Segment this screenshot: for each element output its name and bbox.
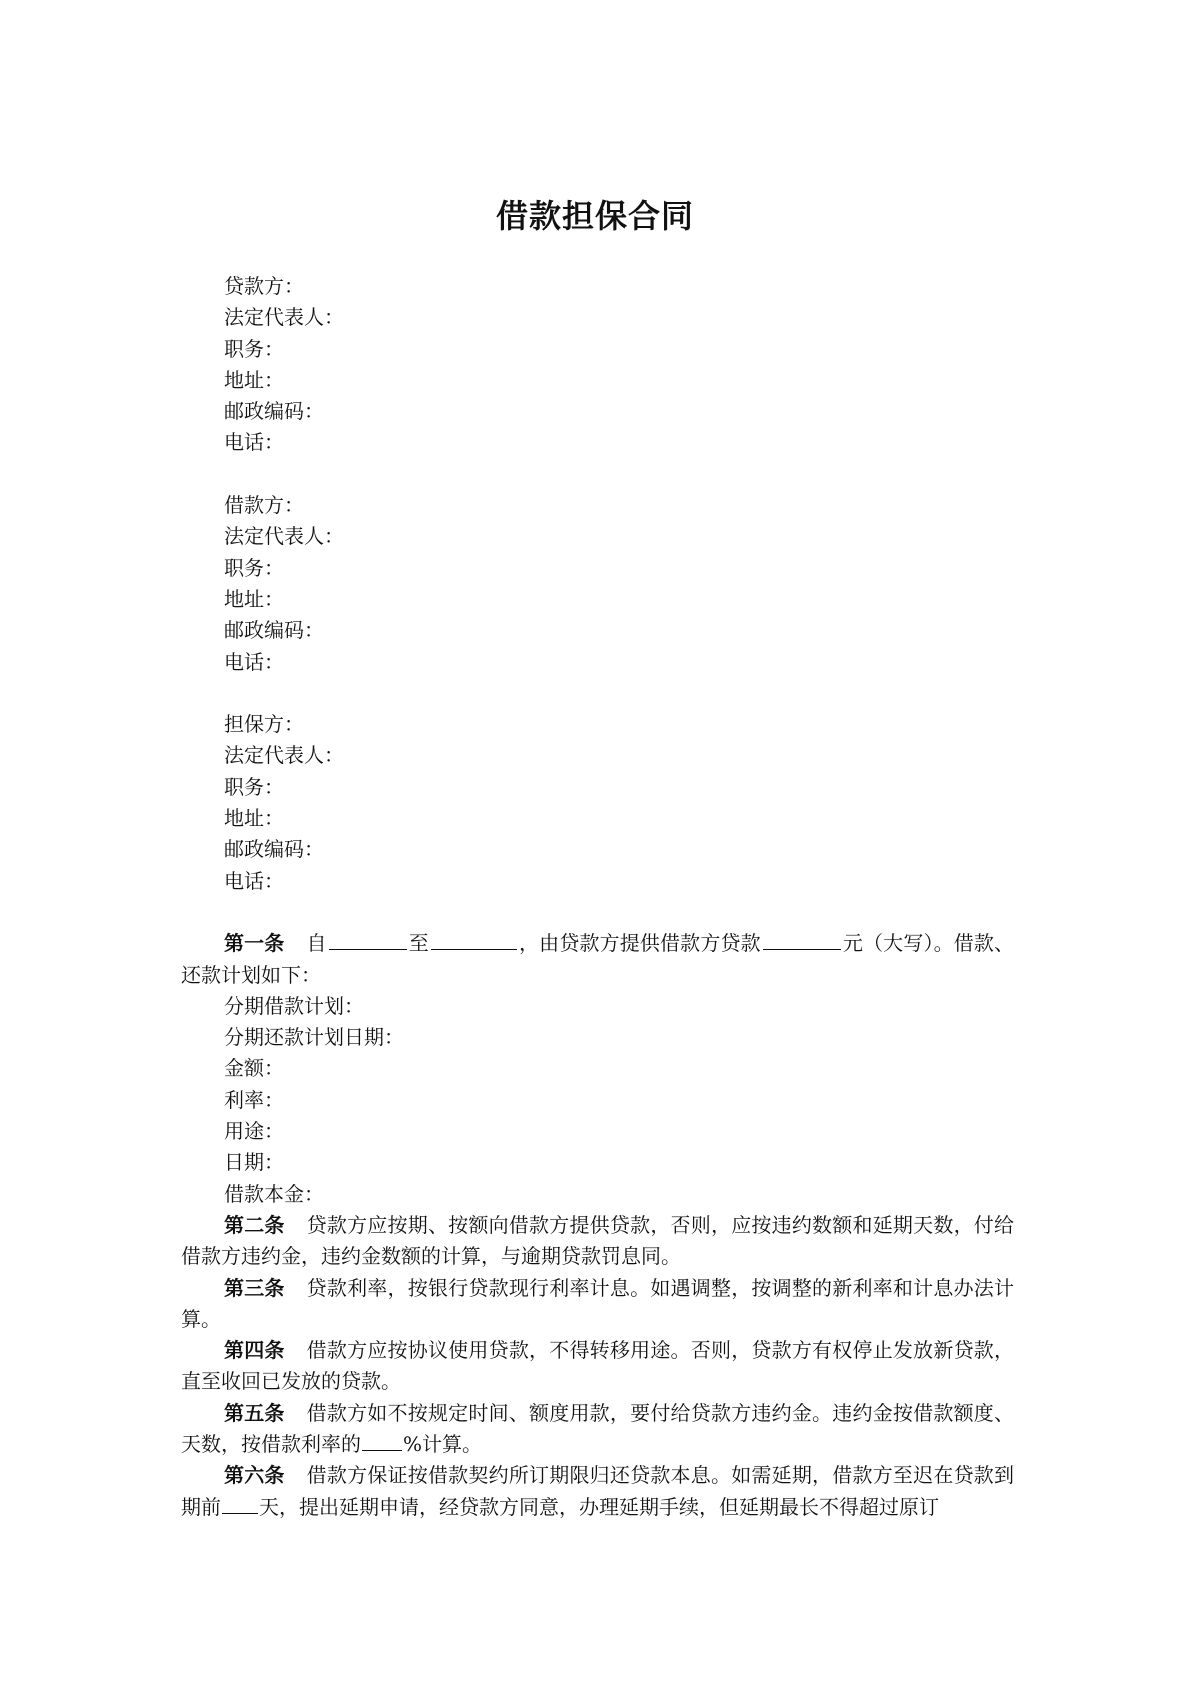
article-3 <box>181 1273 1014 1336</box>
article-1-label: 第一条 <box>224 931 285 956</box>
lender-rep-label: 法定代表人： <box>224 305 344 330</box>
spacer <box>181 678 1014 709</box>
purpose-label: 用途： <box>224 1119 284 1144</box>
amount-label: 金额： <box>224 1056 284 1081</box>
penalty-rate-blank <box>362 1430 402 1451</box>
article-5-text-end: %计算。 <box>403 1431 483 1456</box>
borrower-party-label: 借款方： <box>224 493 304 518</box>
date-label: 日期： <box>224 1150 284 1175</box>
repay-plan-label: 分期还款计划日期： <box>224 1025 404 1050</box>
days-blank <box>222 1493 258 1514</box>
guarantor-section <box>181 709 1014 897</box>
lender-position-label: 职务： <box>224 336 284 361</box>
article-5-text: 借款方如不按规定时间、额度用款，要付给贷款方违约金。违约金按借款额度、天数，按借款利率的 <box>181 1400 1015 1456</box>
lender-phone-label: 电话： <box>224 430 284 455</box>
article-6-label: 第六条 <box>224 1463 285 1488</box>
article-1-text-from: 自 <box>306 931 327 956</box>
guarantor-party-label: 担保方： <box>224 712 304 737</box>
lender-postcode-label: 邮政编码： <box>224 399 324 424</box>
lender-address-label: 地址： <box>224 367 284 392</box>
start-date-blank <box>329 929 407 950</box>
contract-body <box>181 271 1014 1523</box>
borrower-section <box>181 490 1014 678</box>
guarantor-address-label: 地址： <box>224 806 284 831</box>
guarantor-phone-label: 电话： <box>224 868 284 893</box>
article-2 <box>181 1210 1014 1273</box>
article-5-label: 第五条 <box>224 1400 285 1425</box>
borrower-rep-label: 法定代表人： <box>224 524 344 549</box>
article-1-text-plan: 元（大写）。借款、还款计划如下： <box>181 931 1015 987</box>
article-3-label: 第三条 <box>224 1275 285 1300</box>
article-5 <box>181 1398 1014 1461</box>
article-4 <box>181 1335 1014 1398</box>
guarantor-rep-label: 法定代表人： <box>224 743 344 768</box>
article-4-label: 第四条 <box>224 1338 285 1363</box>
article-4-text: 借款方应按协议使用贷款，不得转移用途。否则，贷款方有权停止发放新贷款，直至收回已发放的贷款。 <box>181 1338 1015 1394</box>
lender-section <box>181 271 1014 459</box>
rate-label: 利率： <box>224 1087 284 1112</box>
guarantor-postcode-label: 邮政编码： <box>224 837 324 862</box>
loan-amount-blank <box>763 929 841 950</box>
borrower-address-label: 地址： <box>224 586 284 611</box>
schedule-section <box>181 991 1014 1210</box>
guarantor-position-label: 职务： <box>224 774 284 799</box>
lender-party-label: 贷款方： <box>224 274 304 298</box>
article-6-text: 借款方保证按借款契约所订期限归还贷款本息。如需延期，借款方至迟在贷款到期前 <box>181 1463 1015 1519</box>
borrower-phone-label: 电话： <box>224 649 284 674</box>
article-6 <box>181 1460 1014 1523</box>
spacer <box>181 897 1014 928</box>
article-3-text: 贷款利率，按银行贷款现行利率计息。如遇调整，按调整的新利率和计息办法计算。 <box>181 1275 1015 1331</box>
end-date-blank <box>431 929 517 950</box>
article-2-label: 第二条 <box>224 1212 285 1237</box>
article-2-text: 贷款方应按期、按额向借款方提供贷款，否则，应按违约数额和延期天数，付给借款方违约金，违约金数额的计算，与逾期贷款罚息同。 <box>181 1212 1015 1269</box>
article-6-text-end: 天，提出延期申请，经贷款方同意，办理延期手续，但延期最长不得超过原订 <box>259 1494 939 1519</box>
spacer <box>181 459 1014 490</box>
borrower-postcode-label: 邮政编码： <box>224 618 324 643</box>
principal-label: 借款本金： <box>224 1181 324 1206</box>
article-1 <box>181 928 1014 991</box>
loan-plan-label: 分期借款计划： <box>224 993 364 1018</box>
article-1-text-to: 至 <box>408 931 429 956</box>
borrower-position-label: 职务： <box>224 555 284 580</box>
article-1-text-loan: ，由贷款方提供借款方贷款 <box>518 931 761 956</box>
document-title: 借款担保合同 <box>495 197 694 235</box>
